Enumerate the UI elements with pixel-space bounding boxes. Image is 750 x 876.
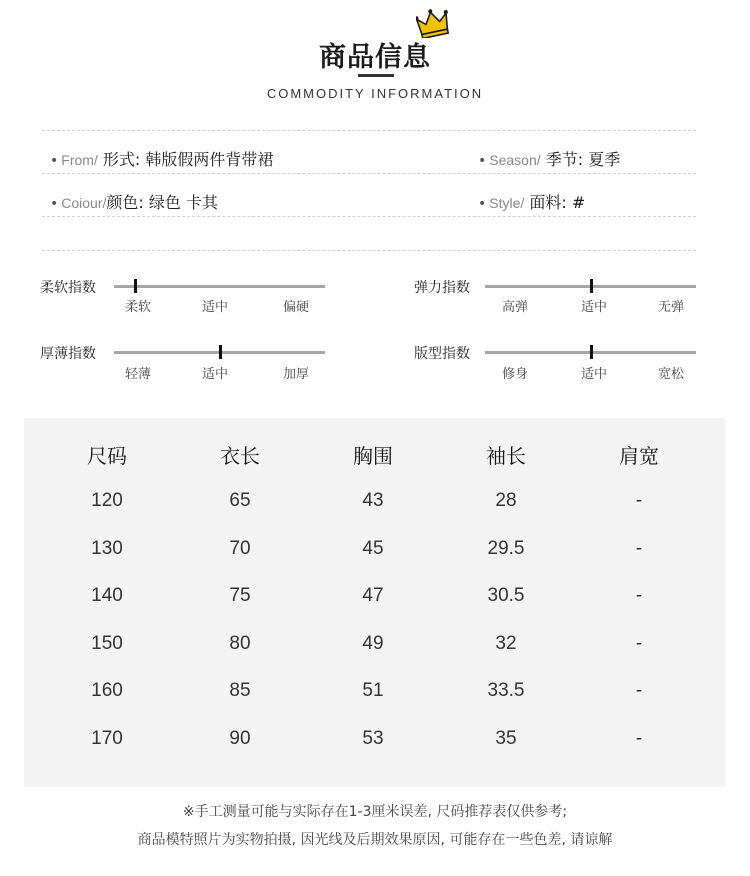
table-cell: 140 <box>91 585 123 606</box>
attr-form-label: 形式: <box>102 150 141 169</box>
attr-colour <box>50 190 218 213</box>
attr-form-value: 韩版假两件背带裙 <box>145 150 274 169</box>
index-thickness-tick-mid: 适中 <box>201 367 229 382</box>
table-cell: 120 <box>91 490 123 511</box>
table-cell: 85 <box>229 680 251 701</box>
table-cell: - <box>635 538 643 559</box>
bullet-icon: • <box>50 196 59 212</box>
table-cell: - <box>635 680 643 701</box>
index-elasticity-tick-mid: 适中 <box>580 300 608 315</box>
table-cell: 65 <box>229 490 251 511</box>
table-cell: - <box>635 728 643 749</box>
index-softness-tick-mid: 适中 <box>201 300 229 315</box>
table-cell: 51 <box>362 680 384 701</box>
attr-style <box>478 190 585 213</box>
bullet-icon: • <box>478 196 487 212</box>
table-cell: 80 <box>229 633 251 654</box>
table-cell: 45 <box>362 538 384 559</box>
attr-season-value: 夏季 <box>588 150 621 169</box>
table-cell: 53 <box>362 728 384 749</box>
table-header-cell: 袖长 <box>486 444 526 468</box>
index-softness-track <box>114 285 325 288</box>
attr-season-label: 季节: <box>545 150 584 169</box>
attr-style-en: Style/ <box>489 195 525 211</box>
index-softness-tick-low: 柔软 <box>124 300 152 315</box>
table-cell: 160 <box>91 680 123 701</box>
color-disclaimer: 商品模特照片为实物拍摄, 因光线及后期效果原因, 可能存在一些色差, 请谅解 <box>137 832 613 848</box>
table-cell: 75 <box>229 585 251 606</box>
table-header-cell: 衣长 <box>220 444 260 468</box>
attr-colour-en: Coiour/ <box>61 195 107 211</box>
divider <box>42 216 696 217</box>
table-header-cell: 胸围 <box>353 444 393 468</box>
table-header-cell: 尺码 <box>87 444 127 468</box>
attr-colour-value: 绿色 卡其 <box>148 193 218 212</box>
table-cell: - <box>635 490 643 511</box>
page-title: 商品信息 <box>319 42 431 73</box>
table-cell: 43 <box>362 490 384 511</box>
table-cell: 170 <box>91 728 123 749</box>
measurement-note: ※手工测量可能与实际存在1-3厘米误差, 尺码推荐表仅供参考; <box>182 804 568 820</box>
table-cell: 30.5 <box>487 585 525 606</box>
index-elasticity-tick-high: 无弹 <box>657 300 685 315</box>
title-underline <box>358 74 394 77</box>
crown-icon <box>416 8 450 38</box>
index-fit-marker <box>590 345 593 359</box>
table-cell: 47 <box>362 585 384 606</box>
table-cell: 130 <box>91 538 123 559</box>
attr-season-en: Season/ <box>489 152 541 168</box>
table-cell: 29.5 <box>487 538 525 559</box>
section-header <box>0 0 750 110</box>
index-elasticity-label: 弹力指数 <box>414 280 470 296</box>
table-cell: 32 <box>495 633 517 654</box>
attr-form-en: From/ <box>61 152 98 168</box>
table-cell: 49 <box>362 633 384 654</box>
index-softness-tick-high: 偏硬 <box>282 300 310 315</box>
index-thickness-tick-high: 加厚 <box>282 367 310 382</box>
table-cell: 28 <box>495 490 517 511</box>
attr-form <box>50 147 273 170</box>
table-cell: - <box>635 585 643 606</box>
divider <box>42 130 696 131</box>
table-cell: 90 <box>229 728 251 749</box>
attr-season <box>478 147 620 170</box>
bullet-icon: • <box>478 153 487 169</box>
table-cell: 150 <box>91 633 123 654</box>
index-fit-tick-low: 修身 <box>501 367 529 382</box>
attr-style-value: # <box>571 193 586 212</box>
attr-style-label: 面料: <box>529 193 567 212</box>
index-thickness-tick-low: 轻薄 <box>124 367 152 382</box>
index-fit-label: 版型指数 <box>414 346 470 362</box>
table-cell: 70 <box>229 538 251 559</box>
index-softness-marker <box>134 279 137 293</box>
index-elasticity-tick-low: 高弹 <box>501 300 529 315</box>
index-elasticity-marker <box>590 279 593 293</box>
index-thickness-marker <box>219 345 222 359</box>
index-thickness-label: 厚薄指数 <box>40 346 96 362</box>
attr-colour-label: 颜色: <box>106 193 144 212</box>
page-subtitle: COMMODITY INFORMATION <box>266 86 484 101</box>
bullet-icon: • <box>50 153 59 169</box>
table-cell: 33.5 <box>487 680 525 701</box>
table-cell: 35 <box>495 728 517 749</box>
index-fit-tick-high: 宽松 <box>657 367 685 382</box>
table-cell: - <box>635 633 643 654</box>
index-softness-label: 柔软指数 <box>40 280 96 296</box>
table-header-cell: 肩宽 <box>619 444 659 468</box>
divider <box>42 173 696 174</box>
divider <box>42 250 696 251</box>
index-fit-tick-mid: 适中 <box>580 367 608 382</box>
